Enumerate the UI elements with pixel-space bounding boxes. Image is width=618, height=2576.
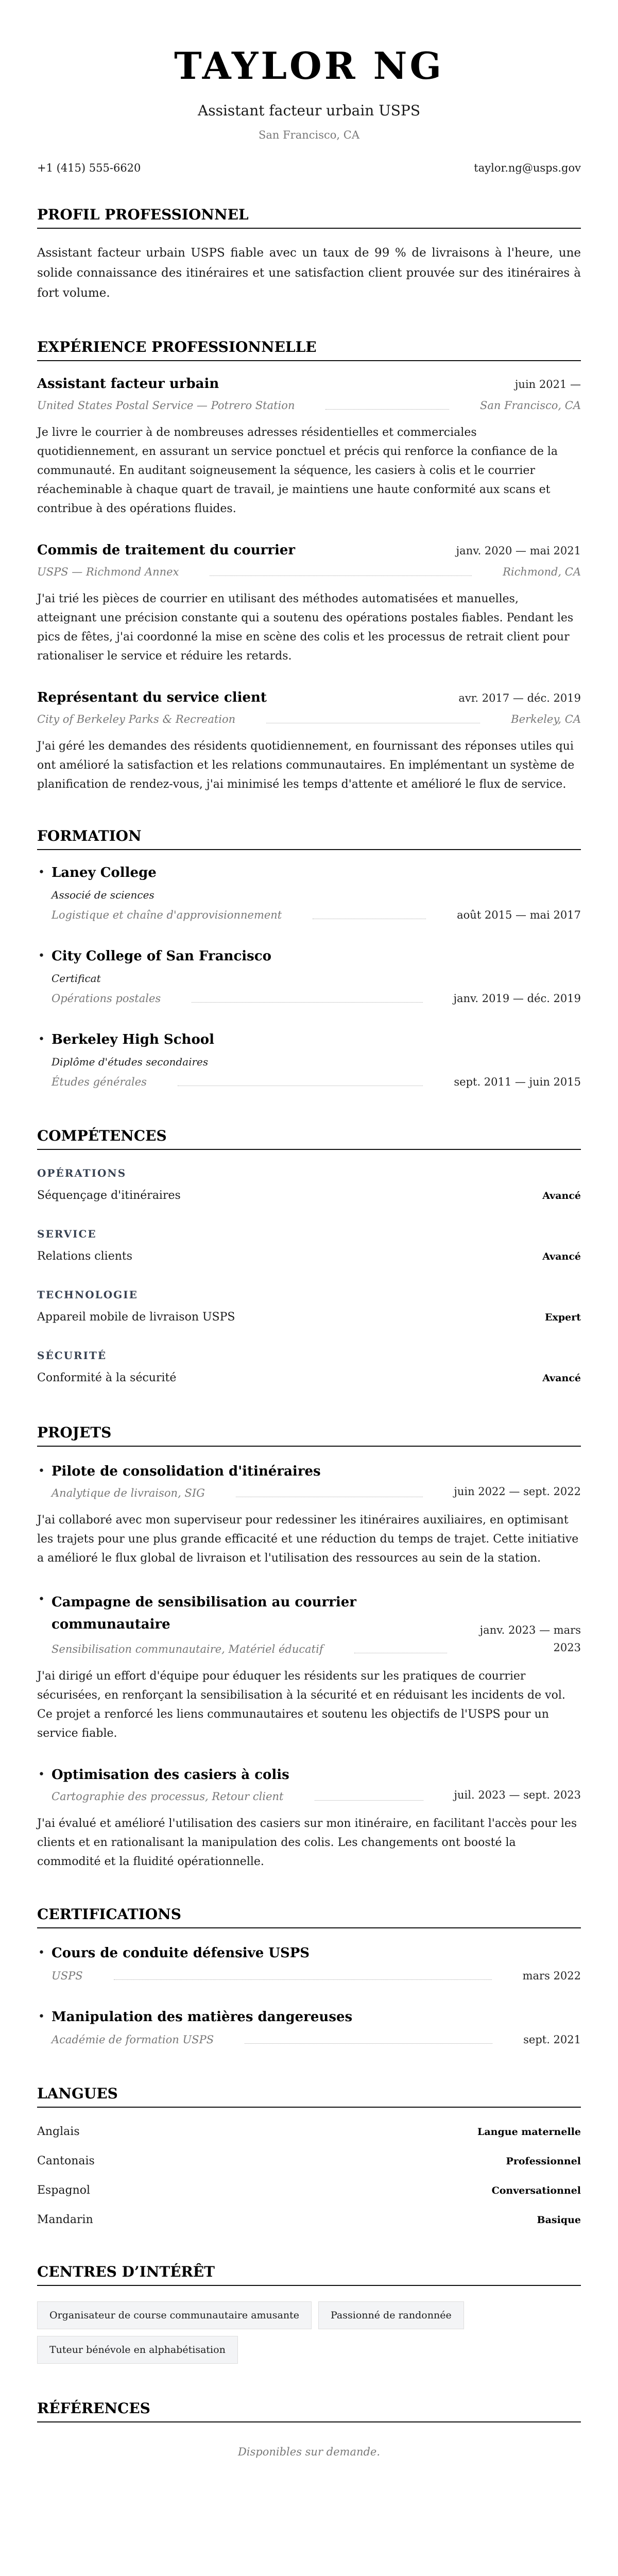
skill-level: Avancé: [542, 1190, 581, 1201]
certification-item: [37, 2009, 581, 2047]
interest-tag: Passionné de randonnée: [318, 2301, 464, 2329]
education-field: Logistique et chaîne d'approvisionnement: [52, 909, 282, 921]
language-row: [37, 2125, 581, 2139]
experience-company: United States Postal Service — Potrero Station: [37, 399, 295, 412]
skills-list: [37, 1167, 581, 1385]
project-title: Pilote de consolidation d'itinéraires: [52, 1464, 321, 1479]
project-item: [37, 1767, 581, 1871]
project-main: [52, 1591, 478, 1656]
language-row: [37, 2213, 581, 2227]
language-row: [37, 2154, 581, 2168]
project-dates: juin 2022 — sept. 2022: [454, 1485, 581, 1498]
education-item: [37, 948, 581, 1006]
experience-company: USPS — Richmond Annex: [37, 566, 179, 578]
job-title: Assistant facteur urbain USPS: [197, 102, 421, 119]
skill-name: Conformité à la sécurité: [37, 1371, 177, 1384]
bullet-icon: •: [38, 1465, 45, 1478]
experience-title: Représentant du service client: [37, 690, 267, 705]
skill-level: Avancé: [542, 1251, 581, 1262]
section-heading: COMPÉTENCES: [37, 1127, 581, 1150]
project-tech: Cartographie des processus, Retour client: [52, 1790, 284, 1803]
experience-description: Je livre le courrier à de nombreuses adresses résidentielles et commerciales quotidiennement, en assurant un service ponctuel et précis qui renforce la confiance de la communauté. En auditant soigneusement la séquence, les casiers à colis et le courrier réacheminable à chaque quart de travail, je maintiens une haute conformité aux scans et contribue à des opérations fluides.: [37, 426, 558, 515]
experience-dates: juin 2021 —: [514, 378, 581, 391]
project-item: [37, 1463, 581, 1568]
project-main: [52, 1767, 454, 1804]
skill-level: Avancé: [542, 1372, 581, 1384]
skill-row: [37, 1371, 581, 1385]
experience-header: [37, 376, 581, 392]
experience-description: J'ai géré les demandes des résidents quotidiennement, en fournissant des réponses utiles qui ont amélioré la satisfaction et les relations communautaires. En implémentant un système de planification de rendez-vous, j'ai minimisé les temps d'attente et amélioré le flux de service.: [37, 740, 575, 791]
certification-name: Manipulation des matières dangereuses: [52, 2009, 353, 2025]
certification-item: [37, 1945, 581, 1983]
experience-dates: avr. 2017 — déc. 2019: [458, 692, 581, 704]
experience-location: Berkeley, CA: [511, 713, 581, 725]
dotted-leader: [245, 2043, 492, 2044]
section-heading: CENTRES D’INTÉRÊT: [37, 2263, 581, 2286]
language-level: Basique: [537, 2214, 581, 2226]
bullet-icon: •: [38, 1033, 45, 1046]
education-meta: [52, 991, 581, 1006]
education-dates: janv. 2019 — déc. 2019: [453, 992, 581, 1005]
education-meta: [52, 1075, 581, 1089]
interests-tags: [37, 2301, 581, 2364]
certification-date: mars 2022: [522, 1970, 581, 1982]
education-school: Laney College: [52, 865, 157, 880]
section-heading: RÉFÉRENCES: [37, 2400, 581, 2422]
skill-name: Séquençage d'itinéraires: [37, 1189, 181, 1202]
experience-meta: [37, 398, 581, 413]
interest-tag: Tuteur bénévole en alphabétisation: [37, 2336, 238, 2364]
references-section: [37, 2400, 581, 2459]
experience-item: [37, 376, 581, 518]
interests-section: [37, 2263, 581, 2364]
education-degree: Diplôme d'études secondaires: [52, 1056, 209, 1068]
resume-header: [37, 46, 581, 175]
certification-date: sept. 2021: [523, 2033, 581, 2046]
dotted-leader: [192, 1002, 422, 1003]
candidate-name: TAYLOR NG: [174, 44, 444, 88]
experience-list: [37, 376, 581, 794]
language-level: Conversationnel: [491, 2185, 581, 2196]
certifications-section: [37, 1906, 581, 2047]
dotted-leader: [114, 1979, 492, 1980]
projects-section: [37, 1424, 581, 1871]
languages-section: [37, 2085, 581, 2227]
skill-level: Expert: [545, 1312, 581, 1323]
language-name: Cantonais: [37, 2155, 95, 2167]
bullet-icon: •: [38, 1593, 45, 1606]
project-tech: Analytique de livraison, SIG: [52, 1487, 205, 1499]
section-heading: FORMATION: [37, 827, 581, 850]
summary-text: Assistant facteur urbain USPS fiable avec un taux de 99 % de livraisons à l'heure, une solide connaissance des itinéraires et une satisfaction client prouvée sur des itinéraires à fort volume.: [37, 246, 581, 300]
project-tech: Sensibilisation communautaire, Matériel éducatif: [52, 1643, 323, 1655]
project-main: [52, 1463, 454, 1500]
project-dates: janv. 2023 — mars 2023: [479, 1624, 581, 1654]
dotted-leader: [325, 409, 449, 410]
education-section: [37, 827, 581, 1089]
section-heading: CERTIFICATIONS: [37, 1906, 581, 1928]
experience-item: [37, 542, 581, 666]
language-row: [37, 2183, 581, 2198]
location: San Francisco, CA: [258, 129, 359, 141]
skill-name: Relations clients: [37, 1250, 133, 1263]
education-item: [37, 865, 581, 922]
experience-location: Richmond, CA: [503, 566, 581, 578]
certifications-list: [37, 1945, 581, 2047]
experience-meta: [37, 712, 581, 726]
skill-row: [37, 1189, 581, 1203]
experience-location: San Francisco, CA: [479, 399, 581, 412]
project-header: [52, 1591, 581, 1656]
language-name: Mandarin: [37, 2213, 93, 2226]
experience-header: [37, 542, 581, 558]
dotted-leader: [315, 1800, 423, 1801]
education-dates: août 2015 — mai 2017: [457, 909, 581, 921]
interest-tag: Organisateur de course communautaire amusante: [37, 2301, 312, 2329]
experience-description: J'ai trié les pièces de courrier en utilisant des méthodes automatisées et manuelles, atteignant une précision constante qui a soutenu des opérations postales fiables. Pendant les pics de fêtes, j'ai coordonné la mise en scène des colis et les processus de retrait client pour rationaliser le service et réduire les retards.: [37, 592, 574, 663]
education-list: [37, 865, 581, 1089]
phone[interactable]: +1 (415) 555-6620: [37, 162, 141, 174]
project-item: [37, 1591, 581, 1743]
certification-name: Cours de conduite défensive USPS: [52, 1945, 310, 1961]
summary-section: [37, 206, 581, 303]
certification-meta: [52, 1969, 581, 1983]
education-field: Études générales: [52, 1076, 147, 1088]
skill-category: TECHNOLOGIE: [37, 1289, 138, 1301]
project-description: J'ai évalué et amélioré l'utilisation des casiers sur mon itinéraire, en facilitant l'accès pour les clients et en rationalisant la manipulation des colis. Les changements ont boosté la commodité et la fluidité opérationnelle.: [37, 1817, 577, 1868]
education-school: Berkeley High School: [52, 1032, 214, 1047]
project-header: [52, 1463, 581, 1500]
section-heading: PROJETS: [37, 1424, 581, 1447]
bullet-icon: •: [38, 1768, 45, 1781]
project-header: [52, 1767, 581, 1804]
education-field: Opérations postales: [52, 992, 161, 1005]
skill-category: SERVICE: [37, 1228, 97, 1240]
project-meta: [52, 1642, 478, 1656]
experience-company: City of Berkeley Parks & Recreation: [37, 713, 236, 725]
project-dates: juil. 2023 — sept. 2023: [454, 1789, 581, 1801]
languages-list: [37, 2125, 581, 2227]
skill-name: Appareil mobile de livraison USPS: [37, 1311, 235, 1324]
email[interactable]: taylor.ng@usps.gov: [474, 162, 581, 174]
bullet-icon: •: [38, 1946, 45, 1959]
project-description: J'ai collaboré avec mon superviseur pour redessiner les itinéraires auxiliaires, en optimisant les trajets pour une plus grande efficacité et une réduction du temps de trajet. Cette initiative a amélioré le flux global de livraison et l'utilisation des ressources au sein de la station.: [37, 1514, 579, 1565]
contact-row: [37, 161, 581, 175]
experience-header: [37, 689, 581, 706]
project-title: Optimisation des casiers à colis: [52, 1767, 289, 1783]
experience-title: Assistant facteur urbain: [37, 376, 219, 392]
education-school: City College of San Francisco: [52, 948, 271, 964]
education-dates: sept. 2011 — juin 2015: [454, 1076, 581, 1088]
experience-title: Commis de traitement du courrier: [37, 543, 296, 558]
language-name: Espagnol: [37, 2184, 91, 2197]
projects-list: [37, 1463, 581, 1871]
project-title: Campagne de sensibilisation au courrier communautaire: [52, 1595, 356, 1632]
references-text: Disponibles sur demande.: [237, 2446, 381, 2458]
bullet-icon: •: [38, 950, 45, 962]
project-description: J'ai dirigé un effort d'équipe pour éduquer les résidents sur les pratiques de courrier sécurisées, en renforçant la sensibilisation à la sécurité et en réduisant les incidents de vol. Ce projet a renforcé les liens communautaires et soutenu les objectifs de l'USPS pour un service fiable.: [37, 1670, 565, 1740]
section-heading: LANGUES: [37, 2085, 581, 2108]
experience-section: [37, 338, 581, 794]
language-name: Anglais: [37, 2125, 80, 2138]
experience-dates: janv. 2020 — mai 2021: [456, 545, 581, 557]
skill-category: SÉCURITÉ: [37, 1349, 107, 1362]
section-heading: EXPÉRIENCE PROFESSIONNELLE: [37, 338, 581, 361]
skills-section: [37, 1127, 581, 1385]
experience-item: [37, 689, 581, 794]
bullet-icon: •: [38, 2010, 45, 2023]
project-meta: [52, 1789, 454, 1804]
language-level: Professionnel: [506, 2156, 581, 2167]
language-level: Langue maternelle: [477, 2126, 581, 2138]
skill-row: [37, 1249, 581, 1264]
dotted-leader: [210, 575, 472, 576]
certification-issuer: Académie de formation USPS: [52, 2033, 214, 2046]
project-meta: [52, 1486, 454, 1500]
certification-issuer: USPS: [52, 1970, 83, 1982]
section-heading: PROFIL PROFESSIONNEL: [37, 206, 581, 229]
education-degree: Certificat: [52, 972, 101, 985]
skill-category: OPÉRATIONS: [37, 1167, 127, 1179]
education-meta: [52, 908, 581, 922]
education-degree: Associé de sciences: [52, 889, 154, 901]
experience-meta: [37, 565, 581, 579]
skill-row: [37, 1310, 581, 1325]
certification-meta: [52, 2032, 581, 2047]
education-item: [37, 1031, 581, 1089]
bullet-icon: •: [38, 866, 45, 879]
